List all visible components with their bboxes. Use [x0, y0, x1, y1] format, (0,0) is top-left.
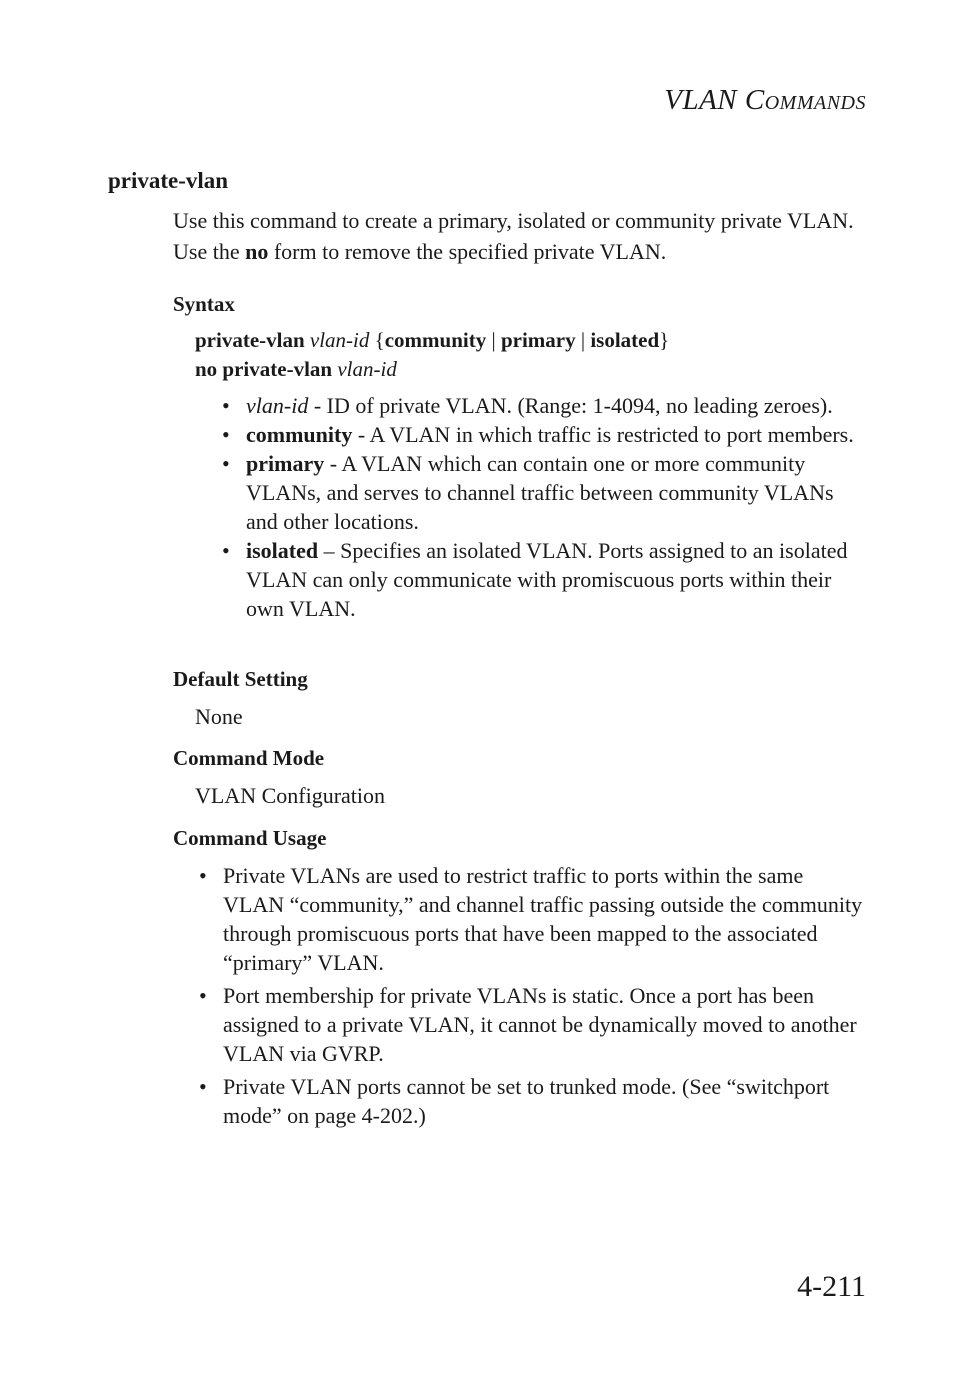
- list-item: • Private VLANs are used to restrict traffic to ports within the same VLAN “community,” and channel traffic passing outside the community through promiscuous ports that have been mapped to the associated “primary” VLAN.: [223, 861, 868, 977]
- list-item: • vlan-id - ID of private VLAN. (Range: 1-4094, no leading zeroes).: [246, 391, 866, 420]
- syntax-line-1: private-vlan vlan-id {community | primary | isolated}: [195, 328, 670, 352]
- page-number: 4-211: [797, 1270, 866, 1303]
- default-setting-heading: Default Setting: [173, 667, 308, 691]
- list-item: • Port membership for private VLANs is static. Once a port has been assigned to a private VLAN, it cannot be dynamically moved to another VLAN via GVRP.: [223, 981, 868, 1068]
- syntax-heading: Syntax: [173, 292, 235, 316]
- list-item: • community - A VLAN in which traffic is restricted to port members.: [246, 420, 866, 449]
- command-mode-value: VLAN Configuration: [195, 783, 386, 808]
- intro-paragraph: Use this command to create a primary, isolated or community private VLAN. Use the no form to remove the specified private VLAN.: [173, 208, 854, 264]
- command-usage-list: [223, 861, 868, 1130]
- default-setting-value: None: [195, 704, 243, 729]
- command-mode-heading: Command Mode: [173, 746, 325, 770]
- syntax-parameter-list: [246, 391, 866, 623]
- syntax-line-2: no private-vlan vlan-id: [195, 357, 397, 381]
- running-header: VLAN COMMANDS: [664, 84, 866, 116]
- list-item: • Private VLAN ports cannot be set to trunked mode. (See “switchport mode” on page 4-202.): [223, 1072, 868, 1130]
- command-usage-heading: Command Usage: [173, 826, 327, 850]
- list-item: • primary - A VLAN which can contain one or more community VLANs, and serves to channel traffic between community VLANs and other locations.: [246, 449, 866, 536]
- section-title: private-vlan: [108, 168, 229, 193]
- list-item: • isolated – Specifies an isolated VLAN. Ports assigned to an isolated VLAN can only communicate with promiscuous ports within their own VLAN.: [246, 536, 866, 623]
